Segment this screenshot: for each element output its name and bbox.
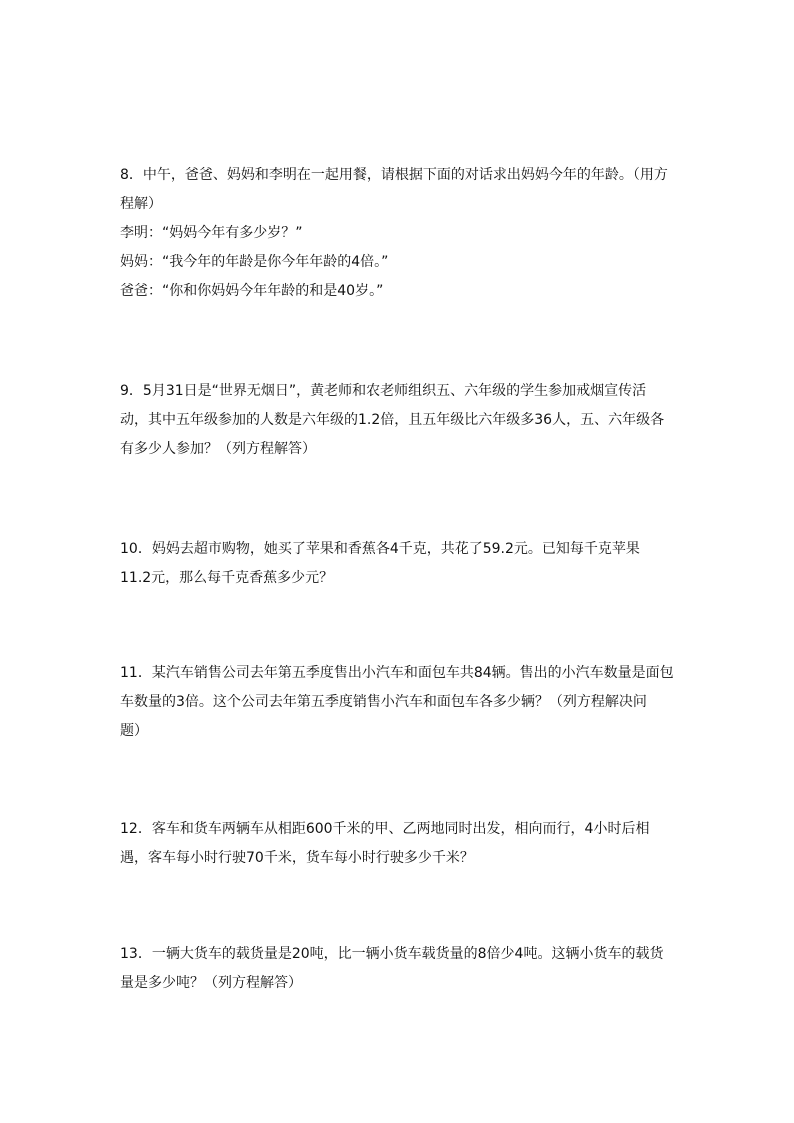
problem-10-line-1: 10．妈妈去超市购物，她买了苹果和香蕉各4千克，共花了59.2元。已知每千克苹果 <box>120 541 640 557</box>
problem-12-line-1: 12．客车和货车两辆车从相距600千米的甲、乙两地同时出发，相向而行，4小时后相 <box>120 821 650 837</box>
dialogue-li-ming: 李明：“妈妈今年有多少岁？” <box>120 225 303 241</box>
problem-11-line-2: 车数量的3倍。这个公司去年第五季度销售小汽车和面包车各多少辆？（列方程解决问 <box>120 694 647 710</box>
problem-8 <box>120 161 680 306</box>
problem-12-line-2: 遇，客车每小时行驶70千米，货车每小时行驶多少千米？ <box>120 850 474 866</box>
problem-11-line-1: 11．某汽车销售公司去年第五季度售出小汽车和面包车共84辆。售出的小汽车数量是面包 <box>120 665 674 681</box>
problem-9-line-3: 有多少人参加？（列方程解答） <box>120 441 316 457</box>
problem-9-line-1: 9．5月31日是“世界无烟日”，黄老师和农老师组织五、六年级的学生参加戒烟宣传活 <box>120 383 647 399</box>
problem-9 <box>120 377 680 464</box>
problem-13-line-1: 13．一辆大货车的载货量是20吨，比一辆小货车载货量的8倍少4吨。这辆小货车的载货 <box>120 946 664 962</box>
problem-11-line-3: 题） <box>120 723 148 739</box>
problem-8-line-1: 8．中午，爸爸、妈妈和李明在一起用餐，请根据下面的对话求出妈妈今年的年龄。（用方 <box>120 167 668 183</box>
problem-13 <box>120 940 680 998</box>
problem-13-line-2: 量是多少吨？（列方程解答） <box>120 975 302 991</box>
problem-12 <box>120 815 680 873</box>
dialogue-dad: 爸爸：“你和你妈妈今年年龄的和是40岁。” <box>120 283 384 299</box>
problem-8-line-2: 程解） <box>120 196 162 212</box>
problem-10-line-2: 11.2元，那么每千克香蕉多少元？ <box>120 570 334 586</box>
problem-11 <box>120 659 680 746</box>
problem-9-line-2: 动，其中五年级参加的人数是六年级的1.2倍，且五年级比六年级多36人，五、六年级各 <box>120 412 665 428</box>
dialogue-mom: 妈妈：“我今年的年龄是你今年年龄的4倍。” <box>120 254 389 270</box>
problem-10 <box>120 535 680 593</box>
